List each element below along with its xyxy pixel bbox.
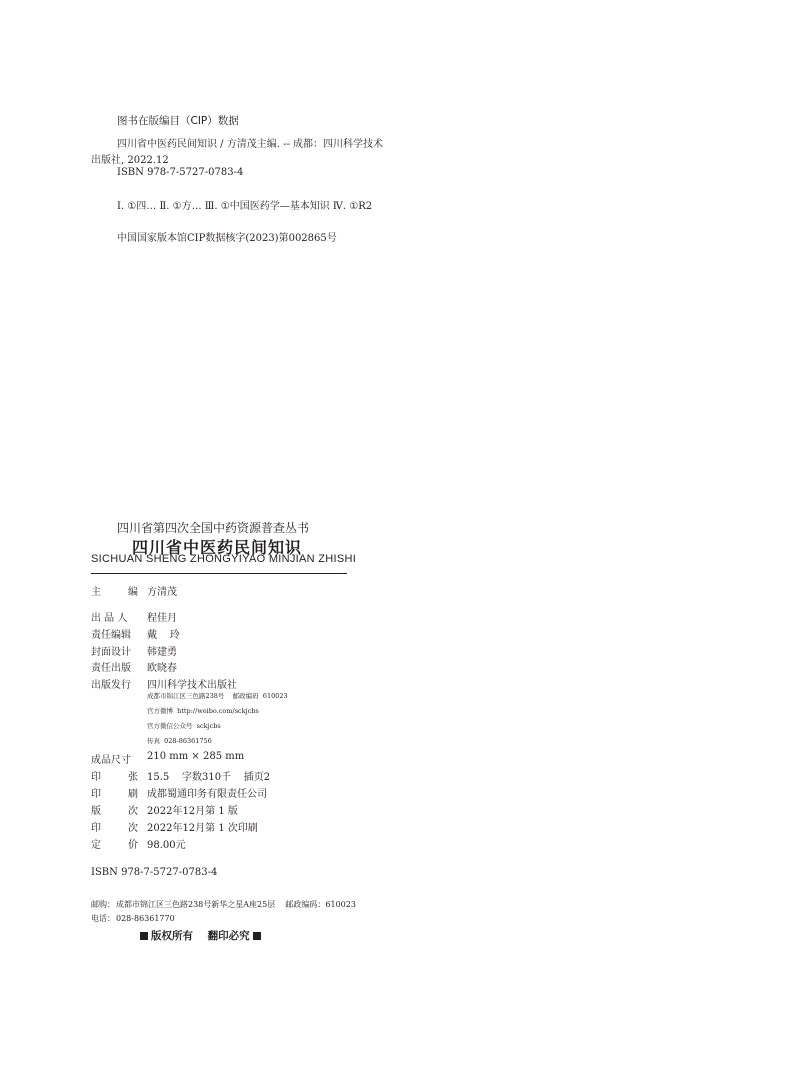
credit-value: 程佳月 [147,613,177,624]
credit-editor [91,583,177,598]
book-title-pinyin: SICHUAN SHENG ZHONGYIYAO MINJIAN ZHISHI [91,553,357,565]
credit-value: 2022年12月第 1 次印刷 [147,823,258,834]
cip-record-number: 中国国家版本馆CIP数据核字(2023)第002865号 [117,233,337,244]
credit-printer [91,785,267,800]
credit-value: 2022年12月第 1 版 [147,806,238,817]
contact-mail [91,899,356,910]
cip-classification: Ⅰ. ①四… Ⅱ. ①方… Ⅲ. ①中国医药学—基本知识 Ⅳ. ①R2 [117,201,373,212]
cip-isbn: ISBN 978-7-5727-0783-4 [117,167,244,178]
credit-label: 印 次 [91,823,138,834]
credit-label: 版 次 [91,806,138,817]
credit-value: 成都蜀通印务有限责任公司 [147,789,267,800]
series-title: 四川省第四次全国中药资源普查丛书 [117,521,310,535]
copyright-text: 版权所有 翻印必究 [151,930,250,942]
square-bullet-icon [253,932,261,940]
contact-value: 028-86361770 [116,914,175,923]
credit-responsible-editor [91,626,180,641]
credit-value: 戴 玲 [147,630,180,641]
credit-value: 98.00元 [147,840,186,851]
credit-cover-design [91,643,177,658]
publisher-fax: 传真 028-86361756 [147,737,212,745]
credit-responsible-publishing [91,659,177,674]
credit-sheets [91,768,270,783]
contact-phone [91,913,175,924]
cip-line-2: 出版社, 2022.12 [91,155,169,166]
credit-publisher-person [91,609,177,624]
credit-label: 印 刷 [91,789,138,800]
credit-size [91,751,244,766]
credit-label: 主 编 [91,587,138,598]
title-divider [91,573,347,574]
credit-label: 印 张 [91,772,138,783]
credit-value: 15.5 字数310千 插页2 [147,772,271,783]
contact-label: 电 话： [91,914,115,923]
credit-value: 韩建勇 [147,647,177,658]
contact-label: 邮 购： [91,900,115,909]
credit-label: 责任编辑 [91,630,131,641]
credit-edition [91,802,238,817]
credit-value: 四川科学技术出版社 [147,680,237,691]
credit-value: 方清茂 [147,587,177,598]
credit-label: 成品尺寸 [91,755,131,766]
credit-price [91,836,186,851]
credit-label: 出 品 人 [91,613,128,624]
publisher-address: 成都市锦江区三色路238号 邮政编码 610023 [147,692,288,700]
publisher-wechat: 官方微信公众号 sckjcbs [147,722,221,730]
credit-value: 210 mm × 285 mm [147,751,245,762]
isbn-bottom: ISBN 978-7-5727-0783-4 [91,867,218,878]
credit-label: 责任出版 [91,663,131,674]
credit-value: 欧晓春 [147,663,177,674]
square-bullet-icon [140,932,148,940]
cip-title: 图书在版编目（CIP）数据 [117,115,239,127]
credit-label: 出版发行 [91,680,131,691]
publisher-weibo: 官方微博 http://weibo.com/sckjcbs [147,707,259,715]
credit-label: 定 价 [91,840,138,851]
contact-value: 成都市锦江区三色路238号新华之星A座25层 邮政编码：610023 [116,900,356,909]
copyright-notice [137,928,264,943]
credit-label: 封面设计 [91,647,131,658]
credit-distribution [91,676,237,691]
book-title: 四川省中医药民间知识 [132,538,303,557]
credit-printing [91,819,258,834]
cip-line-1: 四川省中医药民间知识 / 方清茂主编. -- 成都：四川科学技术 [117,139,384,150]
